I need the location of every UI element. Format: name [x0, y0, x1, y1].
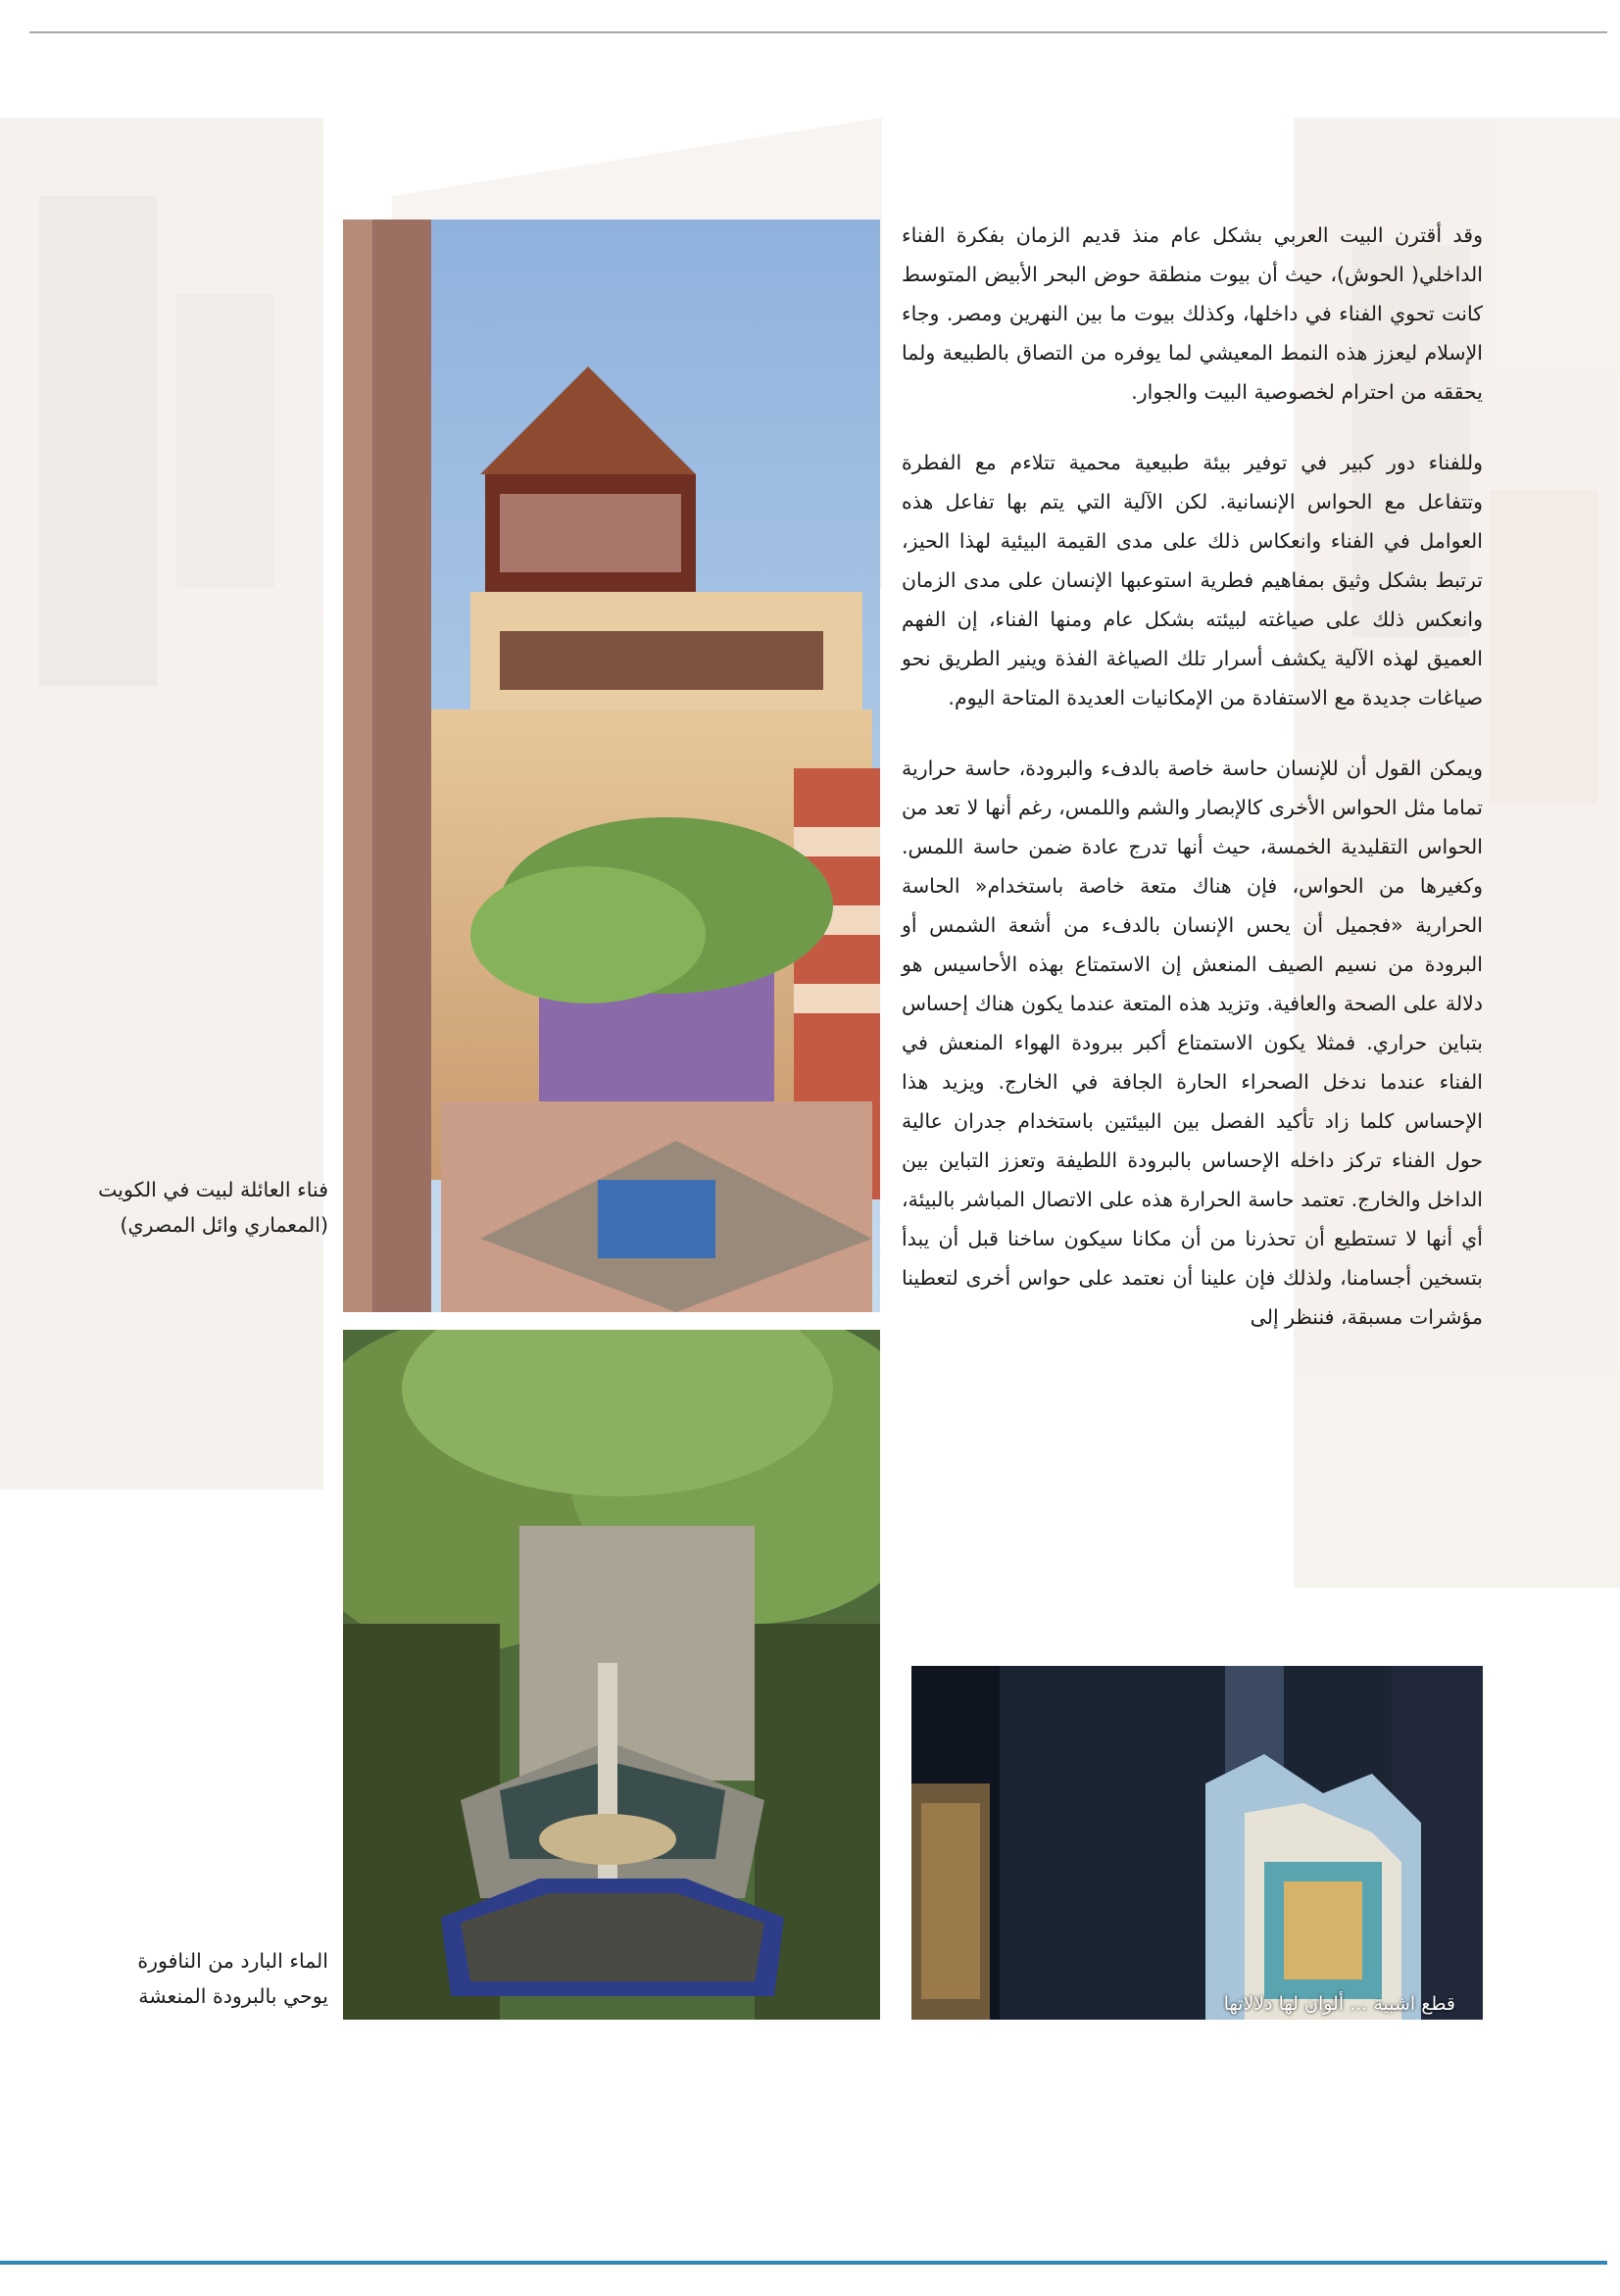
fountain-caption-line2: يوحي بالبرودة المنعشة — [138, 1984, 328, 2008]
paragraph-2: وللفناء دور كبير في توفير بيئة طبيعية محمية تتلاءم مع الفطرة وتتفاعل مع الحواس الإنسانية. لكن الآلية التي يتم بها تفاعل هذه العوامل في الفناء وانعكاس ذلك على مدى القيمة البيئية لهذا الحيز، ترتبط بشكل وثيق بمفاهيم فطرية استوعبها الإنسان على مدى الزمان وانعكس ذلك على صياغته لبيئته بشكل عام ومنها الفناء، إن الفهم العميق لهذه الآلية يكشف أسرار تلك الصياغة الفذة وينير الطريق نحو صياغات جديدة مع الاستفادة من الإمكانيات العديدة المتاحة اليوم. — [902, 451, 1483, 709]
tiles-photo-image — [911, 1666, 1483, 2020]
tiles-caption: قطع اشبية ... ألوان لها دلالاتها — [1223, 1993, 1455, 2015]
paragraph-1: وقد أقترن البيت العربي بشكل عام منذ قديم الزمان بفكرة الفناء الداخلي( الحوش)، حيث أن بيوت منطقة حوض البحر الأبيض المتوسط كانت تحوي الفناء في داخلها، وكذلك بيوت ما بين النهرين ومصر. وجاء الإسلام ليعزز هذه النمط المعيشي لما يوفره من التصاق بالطبيعة ولما يحققه من احترام لخصوصية البيت والجوار. — [902, 223, 1483, 404]
article-body — [902, 216, 1483, 1368]
top-rule — [29, 31, 1607, 33]
fountain-photo-image — [343, 1330, 880, 2020]
fountain-caption — [29, 1943, 328, 2014]
fountain-caption-line1: الماء البارد من النافورة — [137, 1949, 328, 1973]
courtyard-caption-line1: فناء العائلة لبيت في الكويت — [98, 1178, 328, 1201]
courtyard-caption — [29, 1172, 328, 1243]
paragraph-3: ويمكن القول أن للإنسان حاسة خاصة بالدفء والبرودة، حاسة حرارية تماما مثل الحواس الأخرى كالإبصار والشم واللمس، رغم أنها لا تعد من الحواس التقليدية الخمسة، حيث أنها تدرج عادة ضمن حاسة اللمس. وكغيرها من الحواس، فإن هناك متعة خاصة باستخدام« الحاسة الحرارية «فجميل أن يحس الإنسان بالدفء من أشعة الشمس أو البرودة من نسيم الصيف المنعش إن الاستمتاع بهذه الأحاسيس هو دلالة على الصحة والعافية. وتزيد هذه المتعة عندما يكون هناك إحساس بتباين حراري. فمثلا يكون الاستمتاع أكبر ببرودة الهواء المنعش في الفناء عندما ندخل الصحراء الحارة الجافة في الخارج. ويزيد هذا الإحساس كلما زاد تأكيد الفصل بين البيئتين باستخدام جدران عالية حول الفناء تركز داخله الإحساس بالبرودة اللطيفة وتعزز التباين بين الداخل والخارج. تعتمد حاسة الحرارة هذه على الاتصال المباشر بالبيئة، أي أنها لا تستطيع أن تحذرنا من أن مكانا سيكون ساخنا قبل أن يبدأ بتسخين أجسامنا، ولذلك فإن علينا أن نعتمد على حواس أخرى لتعطينا مؤشرات مسبقة، فننظر إلى — [902, 757, 1483, 1329]
courtyard-caption-line2: (المعماري وائل المصري) — [120, 1213, 328, 1237]
bottom-rule — [0, 2261, 1607, 2265]
courtyard-sketch-image — [343, 220, 880, 1312]
